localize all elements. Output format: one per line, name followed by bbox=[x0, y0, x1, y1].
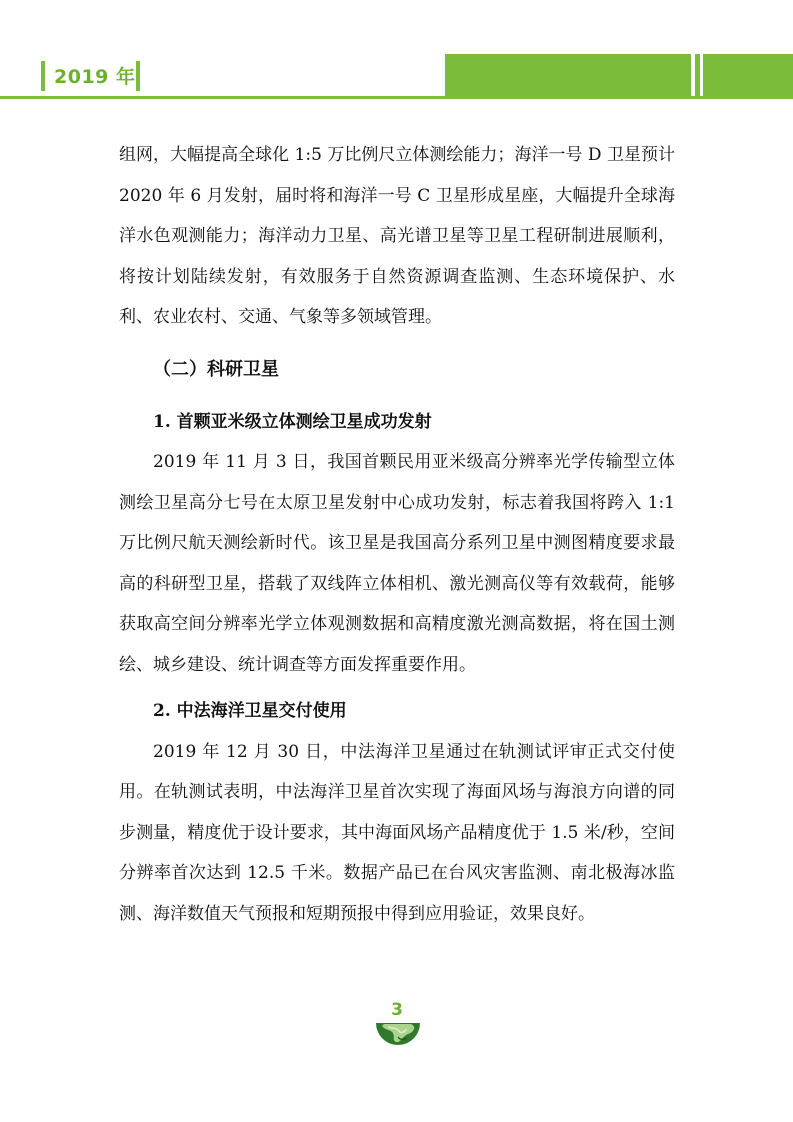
header-year: 2019 年 bbox=[54, 66, 136, 88]
header-year-divider bbox=[136, 61, 140, 91]
item2-paragraph: 2019 年 12 月 30 日，中法海洋卫星通过在轨测试评审正式交付使用。在轨测试表明，中法海洋卫星首次实现了海面风场与海浪方向谱的同步测量，精度优于设计要求，其中海面风场产品精度优于 1.5 米/秒，空间分辨率首次达到 12.5 千米。数据产品已在台风灾害监测、南北极海冰监测、海洋数值天气预报和短期预报中得到应用验证，效果良好。 bbox=[119, 741, 675, 924]
item2-title: 2. 中法海洋卫星交付使用 bbox=[153, 701, 347, 721]
header-green-stripe bbox=[695, 54, 700, 96]
item1-paragraph: 2019 年 11 月 3 日，我国首颗民用亚米级高分辨率光学传输型立体测绘卫星高分七号在太原卫星发射中心成功发射，标志着我国将跨入 1:1 万比例尺航天测绘新时代。该卫星是我国高分系列卫星中测图精度要求最高的科研型卫星，搭载了双线阵立体相机、激光测高仪等有效载荷，能够获取高空间分辨率光学立体观测数据和高精度激光测高数据，将在国土测绘、城乡建设、统计调查等方面发挥重要作用。 bbox=[119, 452, 675, 675]
item1-title: 1. 首颗亚米级立体测绘卫星成功发射 bbox=[153, 411, 432, 432]
header-rule bbox=[0, 96, 793, 99]
globe-icon bbox=[376, 1023, 420, 1045]
header-green-end-block bbox=[703, 54, 793, 96]
intro-paragraph: 组网，大幅提高全球化 1:5 万比例尺立体测绘能力；海洋一号 D 卫星预计 2020 年 6 月发射，届时将和海洋一号 C 卫星形成星座，大幅提升全球海洋水色观测能力；海洋动力卫星、高光谱卫星等卫星工程研制进展顺利，将按计划陆续发射，有效服务于自然资源调查监测、生态环境保护、水利、农业农村、交通、气象等多领域管理。 bbox=[119, 145, 675, 327]
page-number: 3 bbox=[391, 1000, 403, 1020]
section-title: （二）科研卫星 bbox=[153, 358, 279, 380]
page-header bbox=[0, 0, 793, 110]
page-body bbox=[119, 135, 675, 934]
header-left-bar bbox=[41, 61, 45, 91]
header-green-block bbox=[445, 54, 691, 96]
